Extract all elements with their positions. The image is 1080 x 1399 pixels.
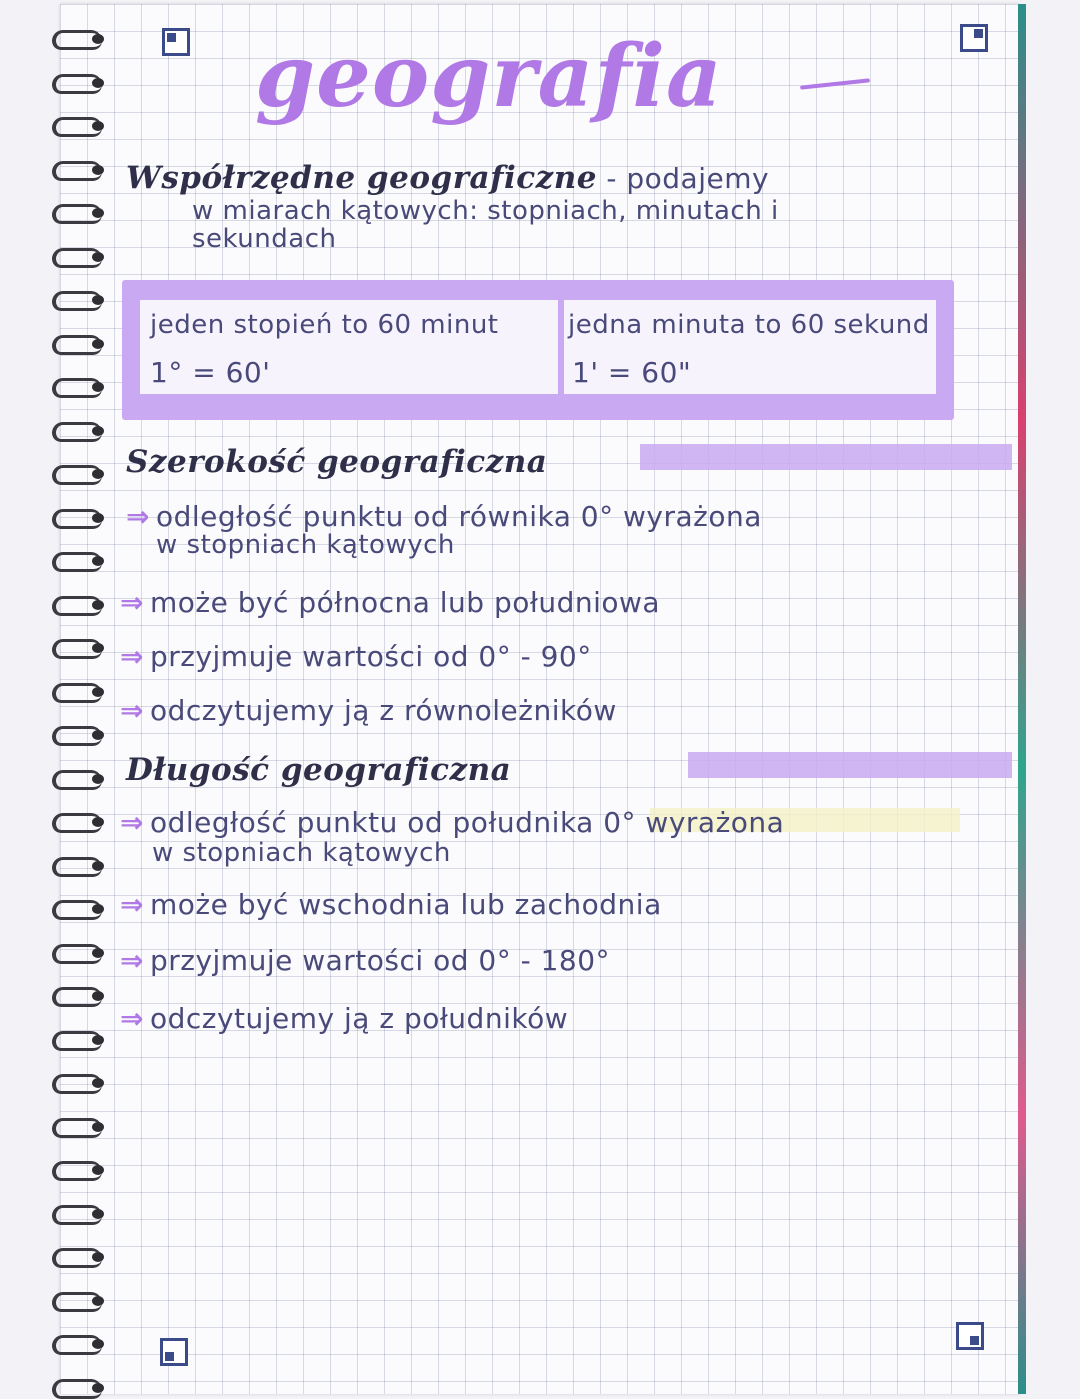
spiral-binding-icon — [52, 333, 110, 353]
arrow-icon: ⇒ — [120, 944, 144, 977]
spiral-binding-icon — [52, 72, 110, 92]
spiral-binding-icon — [52, 1029, 110, 1049]
spiral-binding-icon — [52, 681, 110, 701]
spiral-binding-icon — [52, 724, 110, 744]
intro-suffix: - podajemy — [606, 162, 770, 195]
spiral-binding-icon — [52, 1159, 110, 1179]
corner-marker-icon — [956, 1322, 984, 1350]
spiral-binding-icon — [52, 463, 110, 483]
spiral-binding-icon — [52, 637, 110, 657]
corner-marker-icon — [160, 1338, 188, 1366]
latitude-item-3 — [120, 640, 592, 673]
arrow-icon: ⇒ — [120, 888, 144, 921]
longitude-item-3-text: przyjmuje wartości od 0° - 180° — [149, 944, 611, 977]
spiral-binding-icon — [52, 855, 110, 875]
box-right-text: jedna minuta to 60 sekund — [568, 310, 930, 340]
spiral-binding-icon — [52, 1333, 110, 1353]
longitude-item-4-text: odczytujemy ją z południków — [149, 1002, 569, 1035]
spiral-binding-icon — [52, 811, 110, 831]
latitude-item-2 — [120, 586, 660, 619]
spiral-binding-icon — [52, 898, 110, 918]
latitude-item-1-text: odległość punktu od równika 0° wyrażona — [155, 500, 762, 533]
latitude-item-4-text: odczytujemy ją z równoleżników — [149, 694, 617, 727]
arrow-icon: ⇒ — [120, 694, 144, 727]
spiral-binding-icon — [52, 985, 110, 1005]
arrow-icon: ⇒ — [126, 500, 150, 533]
longitude-item-3 — [120, 944, 610, 977]
spiral-binding-icon — [52, 1116, 110, 1136]
latitude-item-4 — [120, 694, 617, 727]
page-title: geografia — [255, 26, 723, 127]
intro-term: Współrzędne geograficzne — [126, 160, 597, 196]
corner-marker-icon — [960, 24, 988, 52]
latitude-heading-highlight — [640, 444, 1012, 470]
latitude-heading: Szerokość geograficzna — [126, 444, 548, 480]
spiral-binding-icon — [52, 1246, 110, 1266]
arrow-icon: ⇒ — [120, 586, 144, 619]
box-left-formula: 1° = 60' — [150, 356, 271, 389]
spiral-binding-icon — [52, 246, 110, 266]
intro-line-1 — [126, 160, 769, 196]
spiral-binding-icon — [52, 28, 110, 48]
spiral-binding-icon — [52, 942, 110, 962]
box-right-formula: 1' = 60" — [572, 356, 692, 389]
latitude-item-1 — [126, 500, 762, 533]
spiral-binding-icon — [52, 594, 110, 614]
longitude-item-2 — [120, 888, 662, 921]
spiral-binding-icon — [52, 420, 110, 440]
intro-line-3: sekundach — [192, 224, 337, 254]
latitude-item-2-text: może być północna lub południowa — [149, 586, 661, 619]
spiral-binding-icon — [52, 768, 110, 788]
latitude-item-3-text: przyjmuje wartości od 0° - 90° — [149, 640, 592, 673]
highlight-box-divider — [558, 284, 564, 414]
spiral-binding-icon — [52, 115, 110, 135]
longitude-item-4 — [120, 1002, 568, 1035]
spiral-binding-icon — [52, 159, 110, 179]
spiral-binding-icon — [52, 1377, 110, 1397]
corner-marker-icon — [162, 28, 190, 56]
arrow-icon: ⇒ — [120, 1002, 144, 1035]
notebook-edge — [1018, 4, 1026, 1394]
spiral-binding-icon — [52, 376, 110, 396]
box-left-text: jeden stopień to 60 minut — [150, 310, 499, 340]
spiral-binding-icon — [52, 1072, 110, 1092]
arrow-icon: ⇒ — [120, 640, 144, 673]
latitude-item-1-cont: w stopniach kątowych — [156, 530, 455, 560]
spiral-binding-icon — [52, 202, 110, 222]
longitude-item-1-cont: w stopniach kątowych — [152, 838, 451, 868]
longitude-heading: Długość geograficzna — [126, 752, 512, 788]
spiral-binding-icon — [52, 1203, 110, 1223]
spiral-binding-icon — [52, 289, 110, 309]
longitude-item-1-text: odległość punktu od południka 0° wyrażona — [149, 806, 785, 839]
spiral-binding-icon — [52, 1290, 110, 1310]
longitude-heading-highlight — [688, 752, 1012, 778]
longitude-item-1 — [120, 806, 784, 839]
spiral-binding-icon — [52, 550, 110, 570]
longitude-item-2-text: może być wschodnia lub zachodnia — [149, 888, 662, 921]
spiral-binding-icon — [52, 507, 110, 527]
intro-line-2: w miarach kątowych: stopniach, minutach i — [192, 196, 779, 226]
arrow-icon: ⇒ — [120, 806, 144, 839]
